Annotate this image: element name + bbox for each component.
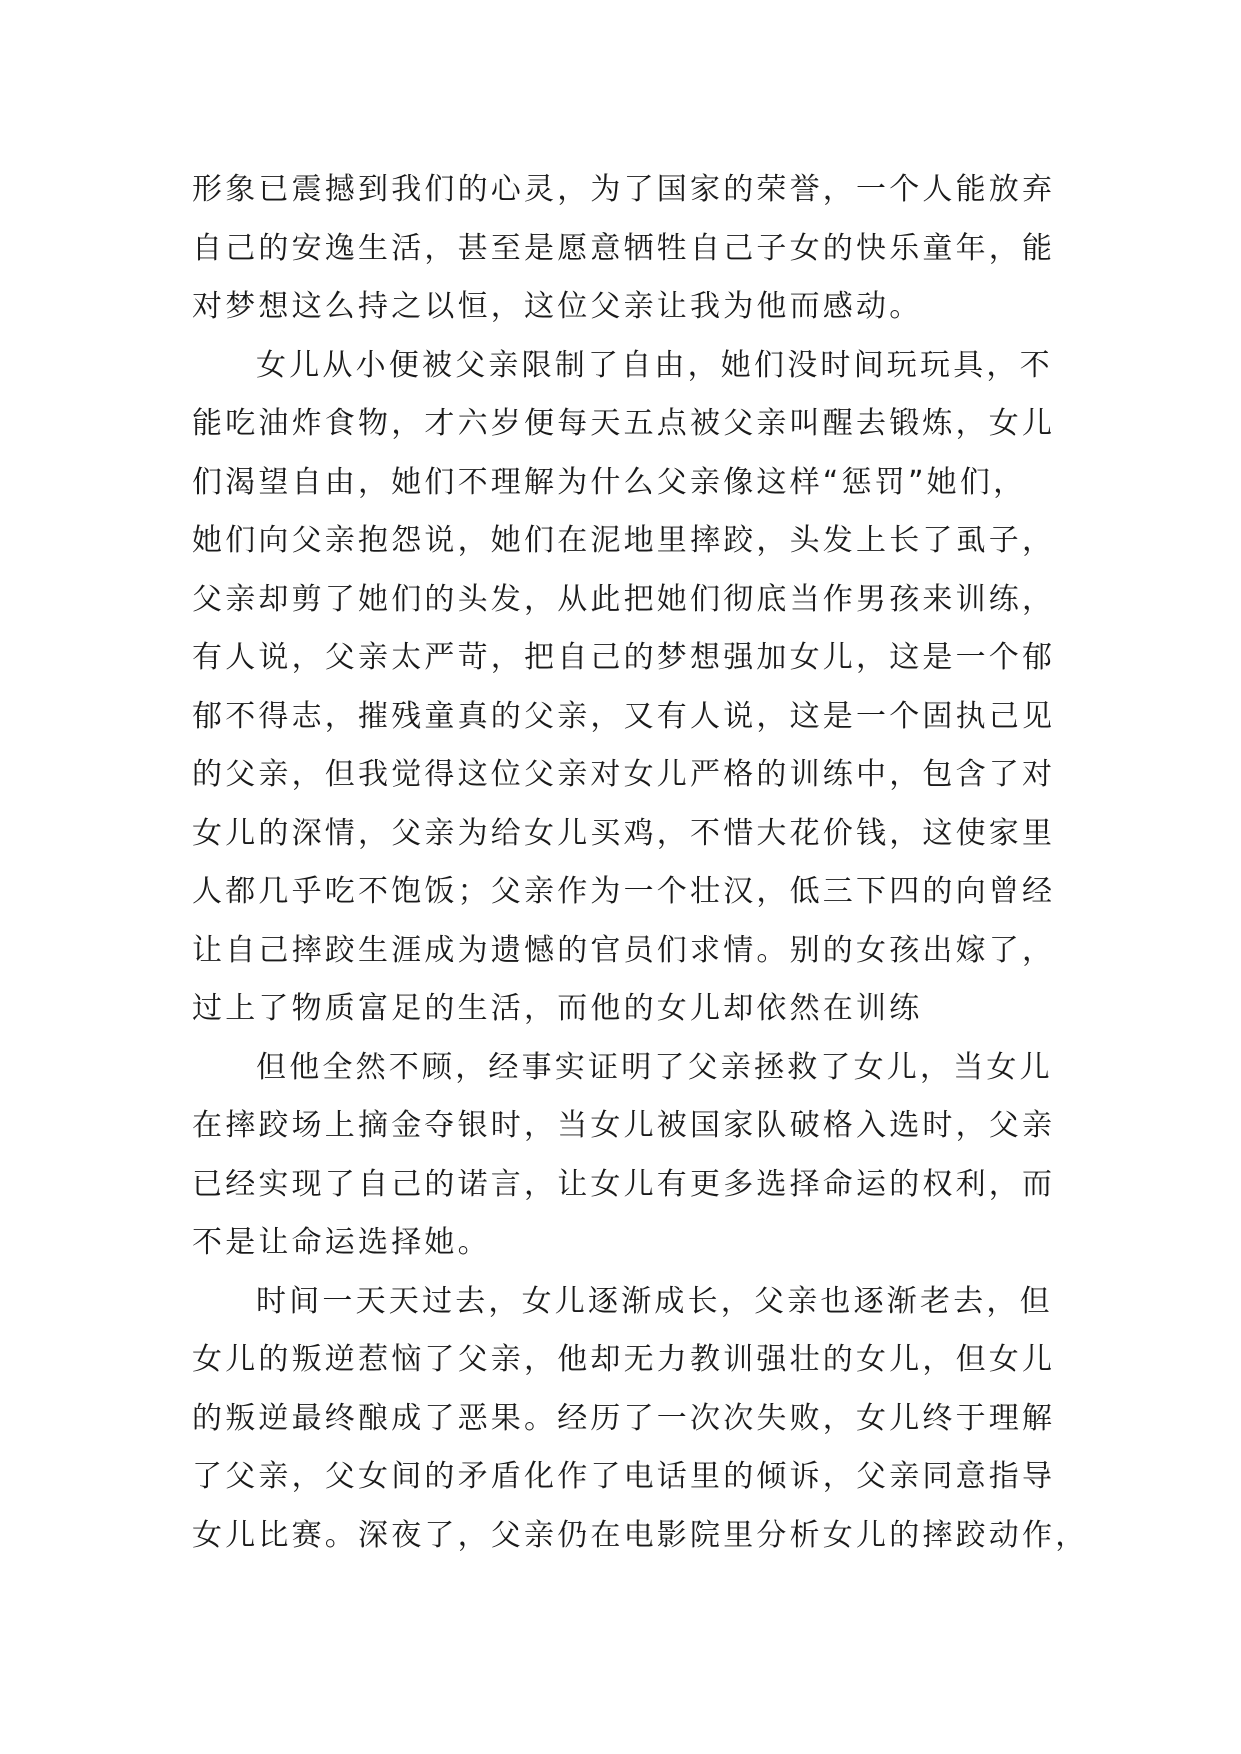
text-line: 有人说，父亲太严苛，把自己的梦想强加女儿，这是一个郁 — [192, 640, 1056, 675]
text-line: 女儿比赛。深夜了，父亲仍在电影院里分析女儿的摔跤动作， — [192, 1517, 1089, 1553]
text-line: 能吃油炸食物，才六岁便每天五点被父亲叫醒去锻炼，女儿 — [192, 406, 1056, 441]
paragraph-first-line: 但他全然不顾，经事实证明了父亲拯救了女儿，当女儿 — [256, 1049, 1053, 1085]
text-line: 的叛逆最终酿成了恶果。经历了一次次失败，女儿终于理解 — [192, 1400, 1056, 1436]
text-line: 女儿的叛逆惹恼了父亲，他却无力教训强壮的女儿，但女儿 — [192, 1342, 1056, 1377]
text-line: 女儿的深情，父亲为给女儿买鸡，不惜大花价钱，这使家里 — [192, 815, 1056, 851]
text-line: 她们向父亲抱怨说，她们在泥地里摔跤，头发上长了虱子， — [192, 523, 1056, 558]
text-line: 们渴望自由，她们不理解为什么父亲像这样“惩罚”她们， — [192, 464, 1027, 500]
text-line: 在摔跤场上摘金夺银时，当女儿被国家队破格入选时，父亲 — [192, 1108, 1056, 1143]
text-line: 自己的安逸生活，甚至是愿意牺牲自己子女的快乐童年，能 — [192, 230, 1056, 266]
text-line: 对梦想这么持之以恒，这位父亲让我为他而感动。 — [192, 289, 923, 324]
text-line: 过上了物质富足的生活，而他的女儿却依然在训练 — [192, 991, 923, 1026]
text-line: 已经实现了自己的诺言，让女儿有更多选择命运的权利，而 — [192, 1166, 1056, 1202]
body-text — [192, 161, 1089, 1565]
text-line: 不是让命运选择她。 — [192, 1225, 491, 1260]
text-line: 的父亲，但我觉得这位父亲对女儿严格的训练中，包含了对 — [192, 757, 1056, 792]
text-line: 了父亲，父女间的矛盾化作了电话里的倾诉，父亲同意指导 — [192, 1459, 1056, 1494]
text-line: 郁不得志，摧残童真的父亲，又有人说，这是一个固执己见 — [192, 698, 1056, 734]
paragraph-first-line: 时间一天天过去，女儿逐渐成长，父亲也逐渐老去，但 — [256, 1283, 1053, 1319]
paragraph-first-line: 女儿从小便被父亲限制了自由，她们没时间玩玩具，不 — [256, 347, 1053, 383]
text-line: 人都几乎吃不饱饭；父亲作为一个壮汉，低三下四的向曾经 — [192, 874, 1056, 909]
text-line: 让自己摔跤生涯成为遗憾的官员们求情。别的女孩出嫁了， — [192, 932, 1056, 968]
text-line: 形象已震撼到我们的心灵，为了国家的荣誉，一个人能放弃 — [192, 172, 1056, 207]
text-line: 父亲却剪了她们的头发，从此把她们彻底当作男孩来训练， — [192, 581, 1056, 617]
